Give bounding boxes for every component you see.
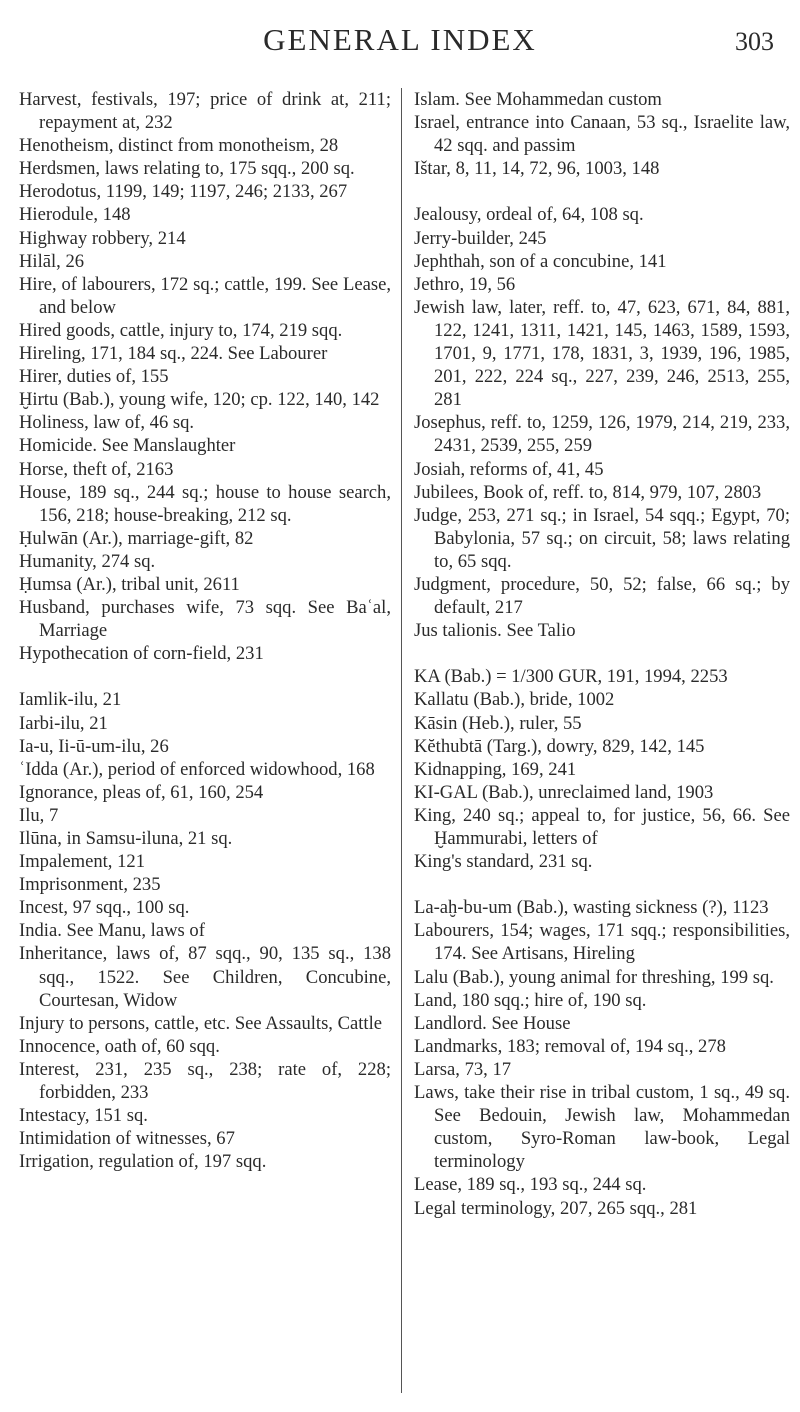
index-entry: Jerry-builder, 245 [414,227,547,249]
index-entry: Imprisonment, 235 [19,874,161,896]
index-entry: Ištar, 8, 11, 14, 72, 96, 1003, 148 [414,158,660,180]
index-entry: Israel, entrance into Canaan, 53 sq., Israelite law, 42 sqq. and passim [414,112,790,157]
index-entry: Josephus, reff. to, 1259, 126, 1979, 214, 219, 233, 2431, 2539, 255, 259 [414,412,790,457]
running-title: GENERAL INDEX [263,22,537,57]
index-entry: Highway robbery, 214 [19,227,186,249]
index-entry: Hired goods, cattle, injury to, 174, 219 sqq. [19,319,343,341]
letter-section-gap [414,873,790,896]
letter-section-gap [19,665,391,688]
index-entry: Josiah, reforms of, 41, 45 [414,458,604,480]
index-entry: Husband, purchases wife, 73 sqq. See Baʿal, Marriage [19,597,391,642]
index-entry: Land, 180 sqq.; hire of, 190 sq. [414,989,647,1011]
index-entry: Ia-u, Ii-ū-um-ilu, 26 [19,735,169,757]
index-entry: Kidnapping, 169, 241 [414,758,577,780]
index-entry: Larsa, 73, 17 [414,1058,512,1080]
index-entry: La-aḫ-bu-um (Bab.), wasting sickness (?), 1123 [414,897,769,919]
index-entry: Incest, 97 sqq., 100 sq. [19,897,190,919]
index-entry: Hypothecation of corn-field, 231 [19,643,264,665]
index-entry: Kāsin (Heb.), ruler, 55 [414,712,582,734]
index-entry: Herdsmen, laws relating to, 175 sqq., 200 sq. [19,158,355,180]
index-entry: Irrigation, regulation of, 197 sqq. [19,1151,267,1173]
index-entry: Injury to persons, cattle, etc. See Assaults, Cattle [19,1012,383,1034]
index-entry: Legal terminology, 207, 265 sqq., 281 [414,1197,698,1219]
letter-section-gap [414,642,790,665]
page-number: 303 [735,27,774,56]
index-entry: Jewish law, later, reff. to, 47, 623, 671, 84, 881, 122, 1241, 1311, 1421, 145, 1463, 1589, 1593, 1701, 9, 1771, 178, 1831, 3, 1939, 196, 1985, 201, 222, 224 sq., 227, 239, 246, 2513, 255, 281 [414,296,790,411]
index-entry: Lease, 189 sq., 193 sq., 244 sq. [414,1174,647,1196]
index-entry: Holiness, law of, 46 sq. [19,412,195,434]
index-entry: KI-GAL (Bab.), unreclaimed land, 1903 [414,781,714,803]
index-entry: King, 240 sq.; appeal to, for justice, 56, 66. See Ḫammurabi, letters of [414,804,790,849]
index-entry: Lalu (Bab.), young animal for threshing, 199 sq. [414,966,774,988]
index-entry: Intestacy, 151 sq. [19,1105,148,1127]
index-entry: Jealousy, ordeal of, 64, 108 sq. [414,204,644,226]
index-entry: India. See Manu, laws of [19,920,205,942]
index-entry: Hilāl, 26 [19,250,85,272]
index-entry: Hireling, 171, 184 sq., 224. See Labourer [19,343,328,365]
index-entry: Jethro, 19, 56 [414,273,516,295]
index-entry: Ḫirtu (Bab.), young wife, 120; cp. 122, 140, 142 [19,389,380,411]
index-entry: Kĕthubtā (Targ.), dowry, 829, 142, 145 [414,735,705,757]
index-entry: Landmarks, 183; removal of, 194 sq., 278 [414,1035,726,1057]
index-entry: Landlord. See House [414,1012,571,1034]
index-entry: House, 189 sq., 244 sq.; house to house search, 156, 218; house-breaking, 212 sq. [19,481,391,526]
index-entry: KA (Bab.) = 1/300 GUR, 191, 1994, 2253 [414,666,728,688]
index-entry: Kallatu (Bab.), bride, 1002 [414,689,615,711]
index-entry: Jubilees, Book of, reff. to, 814, 979, 107, 2803 [414,481,762,503]
index-entry: Iamlik-ilu, 21 [19,689,122,711]
index-entry: Judge, 253, 271 sq.; in Israel, 54 sqq.; Egypt, 70; Babylonia, 57 sq.; on circuit, 58; laws relating to, 65 sqq. [414,504,790,572]
index-entry: Islam. See Mohammedan custom [414,89,662,110]
index-column-left [19,88,391,1173]
index-entry: Herodotus, 1199, 149; 1197, 246; 2133, 267 [19,181,348,203]
index-entry: Inheritance, laws of, 87 sqq., 90, 135 sq., 138 sqq., 1522. See Children, Concubine, Courtesan, Widow [19,943,391,1011]
index-entry: ʿIdda (Ar.), period of enforced widowhood, 168 [19,758,375,780]
index-entry: Hire, of labourers, 172 sq.; cattle, 199. See Lease, and below [19,273,391,318]
index-entry: Labourers, 154; wages, 171 sqq.; responsibilities, 174. See Artisans, Hireling [414,920,790,965]
index-entry: Ignorance, pleas of, 61, 160, 254 [19,781,264,803]
index-entry: Humanity, 274 sq. [19,550,156,572]
index-entry: Laws, take their rise in tribal custom, 1 sq., 49 sq. See Bedouin, Jewish law, Mohammedan custom, Syro-Roman law-book, Legal terminology [414,1082,790,1173]
page-header [0,20,800,60]
index-entry: Horse, theft of, 2163 [19,458,174,480]
index-entry: Impalement, 121 [19,851,145,873]
index-entry: King's standard, 231 sq. [414,851,593,873]
index-entry: Ilūna, in Samsu-iluna, 21 sq. [19,828,233,849]
index-entry: Ḥumsa (Ar.), tribal unit, 2611 [19,573,240,595]
index-entry: Intimidation of witnesses, 67 [19,1128,235,1150]
index-entry: Harvest, festivals, 197; price of drink at, 211; repayment at, 232 [19,89,391,134]
column-divider [401,88,402,1393]
index-entry: Hirer, duties of, 155 [19,366,169,388]
index-entry: Hierodule, 148 [19,204,131,226]
index-entry: Innocence, oath of, 60 sqq. [19,1035,220,1057]
index-column-right [414,88,790,1220]
letter-section-gap [414,180,790,203]
index-entry: Iarbi-ilu, 21 [19,712,108,734]
index-entry: Jus talionis. See Talio [414,620,576,642]
index-entry: Jephthah, son of a concubine, 141 [414,250,667,272]
index-entry: Henotheism, distinct from monotheism, 28 [19,135,339,157]
index-entry: Ilu, 7 [19,804,59,826]
index-entry: Judgment, procedure, 50, 52; false, 66 sq.; by default, 217 [414,573,790,619]
index-entry: Homicide. See Manslaughter [19,435,236,457]
index-entry: Interest, 231, 235 sq., 238; rate of, 228; forbidden, 233 [19,1058,391,1104]
index-entry: Ḥulwān (Ar.), marriage-gift, 82 [19,527,254,549]
